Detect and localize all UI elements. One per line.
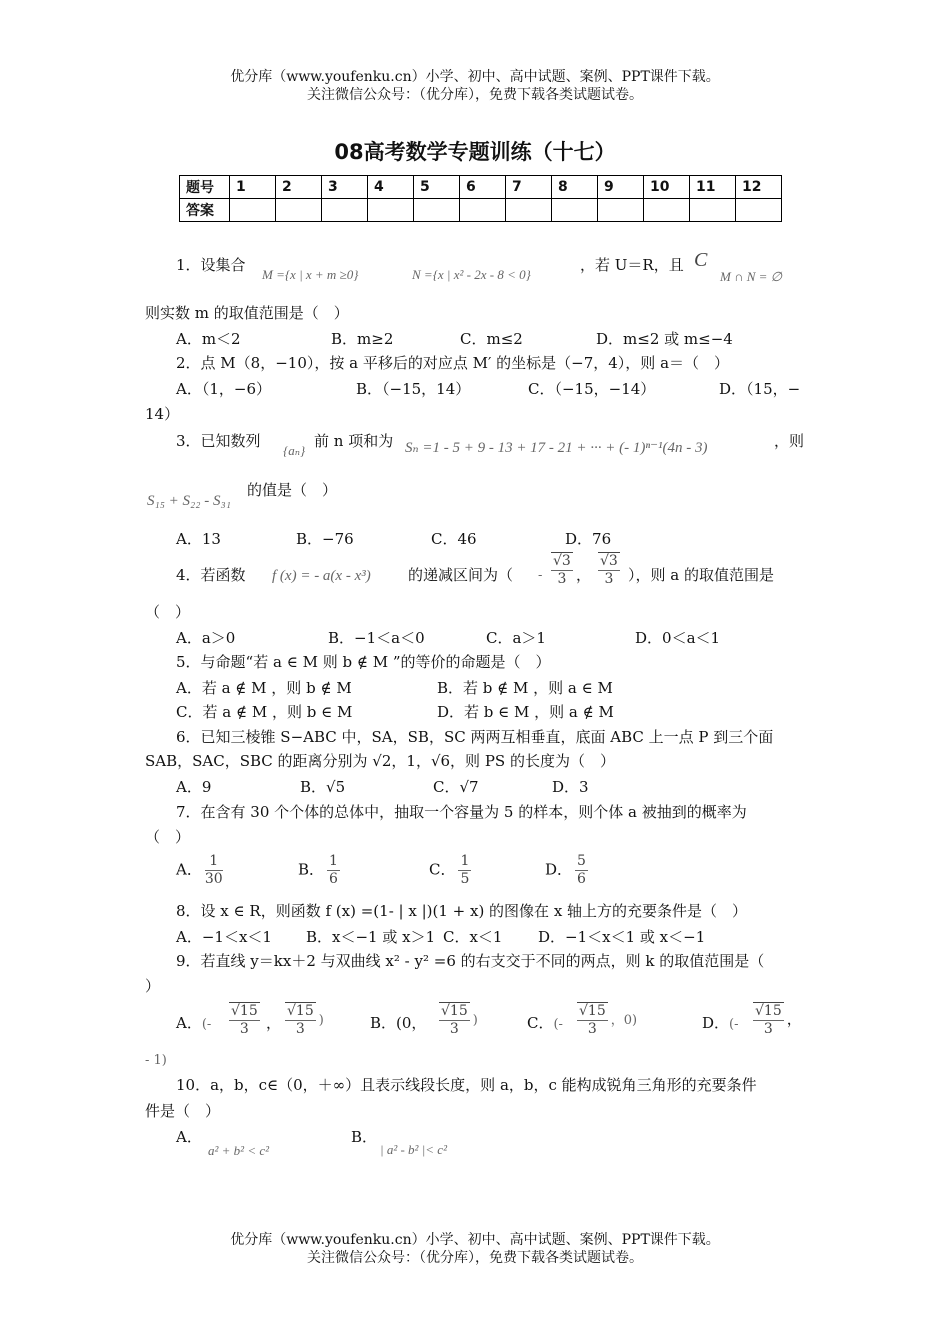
q1-option-a: A．m＜2 <box>176 330 241 348</box>
q9-option-d: D．(- <box>702 1014 739 1032</box>
q7-option-d-label: D． <box>545 860 573 879</box>
q7-b-num: 1 <box>329 853 338 869</box>
q3-tail: ，则 <box>774 432 805 450</box>
q9-line1: 9．若直线 y＝kx＋2 与双曲线 x² - y² =6 的右支交于不同的两点，则 k 的取值范围是（ <box>176 952 765 970</box>
q8-option-d: D．−1＜x＜1 或 x＜−1 <box>538 928 706 946</box>
q8-option-c: C．x＜1 <box>443 928 503 946</box>
table-cell: 6 <box>460 176 506 199</box>
q9-b-root: √15 <box>441 1003 468 1019</box>
q9-option-a: A．(- <box>176 1014 212 1032</box>
q7-option-c <box>429 853 474 888</box>
q7-option-c-label: C． <box>429 860 456 879</box>
answer-cell[interactable] <box>460 199 506 222</box>
q2-option-b: B．（−15，14） <box>356 380 471 398</box>
q9-a-den-right: 3 <box>295 1021 305 1037</box>
q7-a-den: 30 <box>204 871 223 887</box>
q9-paren: ） <box>145 977 161 995</box>
q2-option-c: C．（−15，−14） <box>528 380 656 398</box>
q7-paren: （ ） <box>145 828 191 846</box>
q1-intersection: M ∩ N = ∅ <box>720 269 782 284</box>
q3-question: 的值是（ ） <box>247 481 338 499</box>
q2-option-d-wrap: 14） <box>145 405 180 423</box>
q5-option-b: B．若 b ∉ M ，则 a ∈ M <box>437 679 613 697</box>
q6-line1: 6．已知三棱锥 S−ABC 中，SA，SB，SC 两两互相垂直，底面 ABC 上一点 P 到三个面 <box>176 728 774 746</box>
q10-option-b-expr: | a² - b² |< c² <box>380 1142 447 1157</box>
answer-cell[interactable] <box>368 199 414 222</box>
q4-mid: 的递减区间为（ <box>408 566 514 584</box>
q4-den-left: 3 <box>557 571 567 587</box>
q9-c-root: √15 <box>579 1003 606 1019</box>
q4-den-right: 3 <box>604 571 614 587</box>
table-cell: 3 <box>322 176 368 199</box>
q1-option-b: B．m≥2 <box>331 330 394 348</box>
q1-set-m: M ={x | x + m ≥0} <box>262 267 359 282</box>
q4-option-d: D．0＜a＜1 <box>635 629 721 647</box>
q6-option-a: A．9 <box>176 778 212 796</box>
q9-b-den: 3 <box>449 1021 459 1037</box>
answer-cell[interactable] <box>598 199 644 222</box>
q4-option-c: C．a＞1 <box>486 629 546 647</box>
q1-question: 则实数 m 的取值范围是（ ） <box>145 304 349 322</box>
q4-function: f (x) = - a(x - x³) <box>272 568 371 584</box>
table-cell: 5 <box>414 176 460 199</box>
q4-root-right: √3 <box>600 553 618 569</box>
q9-b-frac: $\frac{√15}{3}$ ) <box>441 1003 478 1037</box>
table-cell: 12 <box>736 176 782 199</box>
q3-option-d: D．76 <box>565 530 612 548</box>
q9-c-den: 3 <box>587 1021 597 1037</box>
q3-formula: Sₙ =1 - 5 + 9 - 13 + 17 - 21 + ··· + (- 1)ⁿ⁻¹(4n - 3) <box>405 440 708 456</box>
q3-option-b: B．−76 <box>296 530 354 548</box>
q3-sequence: {aₙ} <box>283 443 306 458</box>
row-label-number: 题号 <box>180 176 230 199</box>
table-cell: 7 <box>506 176 552 199</box>
q4-stem: 4．若函数 <box>176 566 246 584</box>
q4-fraction-left <box>548 552 576 588</box>
q5-stem: 5．与命题“若 a ∈ M 则 b ∉ M ”的等价的命题是（ ） <box>176 653 551 671</box>
table-cell: 1 <box>230 176 276 199</box>
q8-option-a: A．−1＜x＜1 <box>176 928 272 946</box>
q10-option-a-expr: a² + b² < c² <box>208 1143 270 1158</box>
table-cell: 8 <box>552 176 598 199</box>
q9-a-frac-left <box>226 1002 263 1038</box>
q4-option-b: B．−1＜a＜0 <box>328 629 425 647</box>
q9-option-c-label: C． <box>527 1014 554 1032</box>
answer-cell[interactable] <box>506 199 552 222</box>
q1-option-c: C．m≤2 <box>460 330 523 348</box>
q7-option-b <box>298 853 343 888</box>
q7-c-den: 5 <box>460 871 470 887</box>
q7-a-num: 1 <box>205 853 223 871</box>
answer-cell[interactable] <box>414 199 460 222</box>
q1-complement: C <box>694 249 708 271</box>
q9-option-b-label: B．(0， <box>370 1014 427 1032</box>
q9-a-frac-right: $\frac{√15}{3}$ ) <box>287 1003 324 1037</box>
table-cell: 10 <box>644 176 690 199</box>
q9-a-den-left: 3 <box>239 1021 249 1037</box>
q9-a-root-right: √15 <box>287 1003 314 1019</box>
q9-option-b <box>370 1013 426 1033</box>
q6-option-d: D．3 <box>552 778 589 796</box>
answer-cell[interactable] <box>736 199 782 222</box>
q7-d-num: 5 <box>577 853 586 869</box>
q10-line1: 10．a，b，c∈（0，＋∞）且表示线段长度，则 a，b，c 能构成锐角三角形的充要条件 <box>176 1076 757 1094</box>
q7-d-den: 6 <box>577 871 586 887</box>
q2-stem: 2．点 M（8，−10），按 a 平移后的对应点 M′ 的坐标是（−7，4），则 a＝（ ） <box>176 354 730 372</box>
answer-table <box>179 175 782 222</box>
q9-a-comma: ， <box>266 1014 282 1032</box>
q9-option-d-label: D． <box>702 1014 730 1032</box>
table-cell: 11 <box>690 176 736 199</box>
q8-option-b: B．x＜−1 或 x＞1 <box>306 928 436 946</box>
q5-option-a: A．若 a ∉ M ，则 b ∉ M <box>176 679 352 697</box>
table-row <box>180 176 782 199</box>
q7-option-b-label: B． <box>298 860 325 879</box>
q4-fraction-right <box>595 552 623 588</box>
q10-option-b-label: B． <box>351 1128 378 1146</box>
q6-option-b: B．√5 <box>300 778 346 796</box>
q6-option-c: C．√7 <box>433 778 479 796</box>
q5-option-d: D．若 b ∈ M ，则 a ∉ M <box>437 703 614 721</box>
q3-mid: 前 n 项和为 <box>314 432 394 450</box>
answer-cell[interactable] <box>690 199 736 222</box>
answer-cell[interactable] <box>644 199 690 222</box>
table-cell: 4 <box>368 176 414 199</box>
q7-option-a-label: A． <box>176 860 202 879</box>
table-cell: 9 <box>598 176 644 199</box>
q7-option-a <box>176 853 226 888</box>
q4-comma: ， <box>576 566 592 584</box>
q4-paren: （ ） <box>145 603 191 621</box>
answer-cell[interactable] <box>322 199 368 222</box>
q5-option-c: C．若 a ∉ M ，则 b ∈ M <box>176 703 353 721</box>
q7-c-num: 1 <box>460 853 470 869</box>
q3-option-a: A．13 <box>176 530 221 548</box>
q2-option-d: D．（15，− <box>719 380 801 398</box>
q9-option-c: C．(- <box>527 1014 563 1032</box>
q9-d-frac: $\frac{√15}{3}$ ， <box>755 1003 802 1037</box>
answer-cell[interactable] <box>276 199 322 222</box>
page-footer-line2: 关注微信公众号：（优分库），免费下载各类试题试卷。 <box>307 1250 643 1266</box>
q4-root-left: √3 <box>553 553 571 569</box>
q3-expression: S₁₅ + S₂₂ - S₃₁ <box>147 493 231 509</box>
page-footer-line1: 优分库（www.youfenku.cn）小学、初中、高中试题、案例、PPT课件下载。 <box>230 1232 720 1248</box>
q7-b-den: 6 <box>329 871 338 887</box>
q7-option-d <box>545 853 591 888</box>
q6-line2: SAB，SAC，SBC 的距离分别为 √2，1，√6，则 PS 的长度为（ ） <box>145 752 615 770</box>
table-cell: 2 <box>276 176 322 199</box>
q9-a-root-left: √15 <box>231 1003 258 1019</box>
q3-option-c: C．46 <box>431 530 477 548</box>
q1-set-n: N ={x | x² - 2x - 8 < 0} <box>412 267 531 282</box>
page-title: 08高考数学专题训练（十七） <box>334 140 616 164</box>
q10-option-a-label: A． <box>176 1128 202 1146</box>
answer-cell[interactable] <box>552 199 598 222</box>
q4-option-a: A．a＞0 <box>176 629 236 647</box>
q2-option-a: A．（1，−6） <box>176 380 271 398</box>
q9-option-a-label: A． <box>176 1014 202 1032</box>
row-label-answer: 答案 <box>180 199 230 222</box>
q10-line2: 件是（ ） <box>145 1102 221 1120</box>
q9-d-root: √15 <box>755 1003 782 1019</box>
q9-d-den: 3 <box>763 1021 773 1037</box>
q3-stem: 3．已知数列 <box>176 432 261 450</box>
q7-line1: 7．在含有 30 个个体的总体中，抽取一个容量为 5 的样本，则个体 a 被抽到的概率为 <box>176 803 747 821</box>
table-row <box>180 199 782 222</box>
page-header-line2: 关注微信公众号：（优分库），免费下载各类试题试卷。 <box>307 87 643 103</box>
q1-stem: 1．设集合 <box>176 256 246 274</box>
q9-option-d-wrap: - 1) <box>145 1053 167 1068</box>
q8-stem: 8．设 x ∈ R，则函数 f (x) =(1- | x |)(1 + x) 的图像在 x 轴上方的充要条件是（ ） <box>176 902 748 920</box>
q9-c-frac: $\frac{√15}{3}$ ，0) <box>579 1003 638 1037</box>
q1-condition: ，若 U＝R，且 <box>580 256 684 274</box>
q4-tail: ），则 a 的取值范围是 <box>628 566 774 584</box>
q4-neg-sign: - <box>538 568 543 583</box>
answer-cell[interactable] <box>230 199 276 222</box>
q1-option-d: D．m≤2 或 m≤−4 <box>596 330 733 348</box>
page-header-line1: 优分库（www.youfenku.cn）小学、初中、高中试题、案例、PPT课件下载。 <box>230 69 720 85</box>
